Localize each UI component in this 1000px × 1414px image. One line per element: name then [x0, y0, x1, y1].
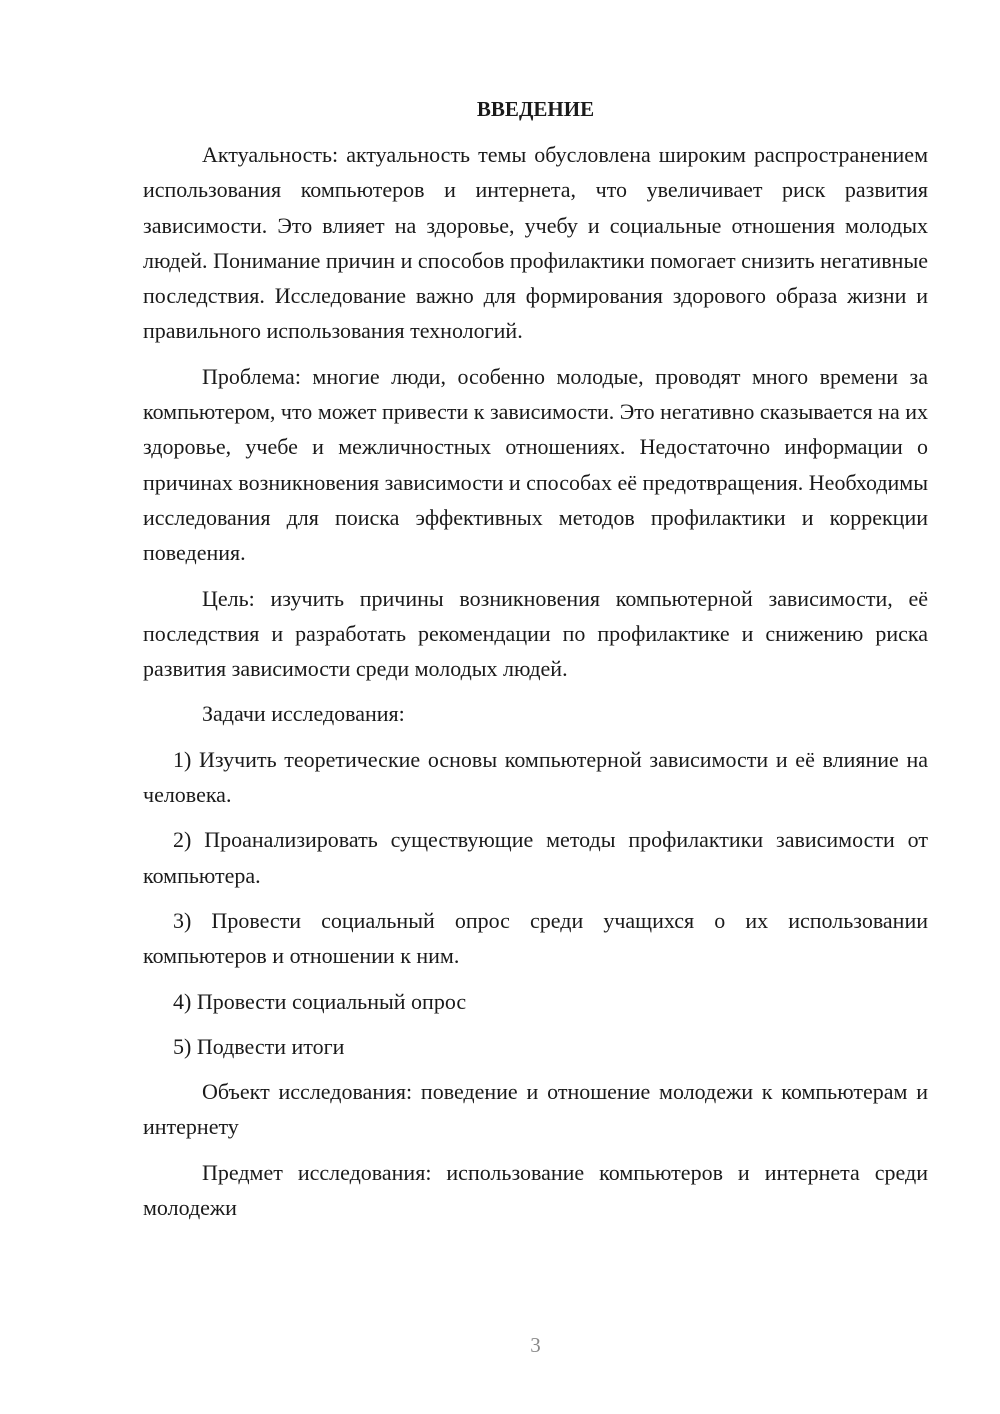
- relevance-paragraph: Актуальность: актуальность темы обусловлена широким распространением использования компьютеров и интернета, что увеличивает риск развития зависимости. Это влияет на здоровье, учебу и социальные отношения молодых людей. Понимание причин и способов профилактики помогает снизить негативные последствия. Исследование важно для формирования здорового образа жизни и правильного использования технологий.: [143, 142, 928, 344]
- object-paragraph: Объект исследования: поведение и отношение молодежи к компьютерам и интернету: [143, 1079, 928, 1140]
- task-item-5: 5) Подвести итоги: [173, 1033, 345, 1059]
- tasks-heading: Задачи исследования:: [202, 701, 405, 727]
- task-item-4: 4) Провести социальный опрос: [173, 988, 467, 1014]
- page-title: ВВЕДЕНИЕ: [476, 97, 595, 121]
- task-item-1: 1) Изучить теоретические основы компьютерной зависимости и её влияние на человека.: [143, 746, 928, 808]
- problem-paragraph: Проблема: многие люди, особенно молодые, проводят много времени за компьютером, что может привести к зависимости. Это негативно сказывается на их здоровье, учебе и межличностных отношениях. Недостаточно информации о причинах возникновения зависимости и способах её предотвращения. Необходимы исследования для поиска эффективных методов профилактики и коррекции поведения.: [143, 363, 928, 566]
- page-number: 3: [530, 1333, 541, 1357]
- task-item-3: 3) Провести социальный опрос среди учащихся о их использовании компьютеров и отношении к ним.: [143, 907, 928, 969]
- document-page: [143, 88, 928, 1235]
- task-item-2: 2) Проанализировать существующие методы профилактики зависимости от компьютера.: [143, 827, 928, 888]
- subject-paragraph: Предмет исследования: использование компьютеров и интернета среди молодежи: [143, 1159, 928, 1221]
- goal-paragraph: Цель: изучить причины возникновения компьютерной зависимости, её последствия и разработать рекомендации по профилактике и снижению риска развития зависимости среди молодых людей.: [143, 585, 928, 682]
